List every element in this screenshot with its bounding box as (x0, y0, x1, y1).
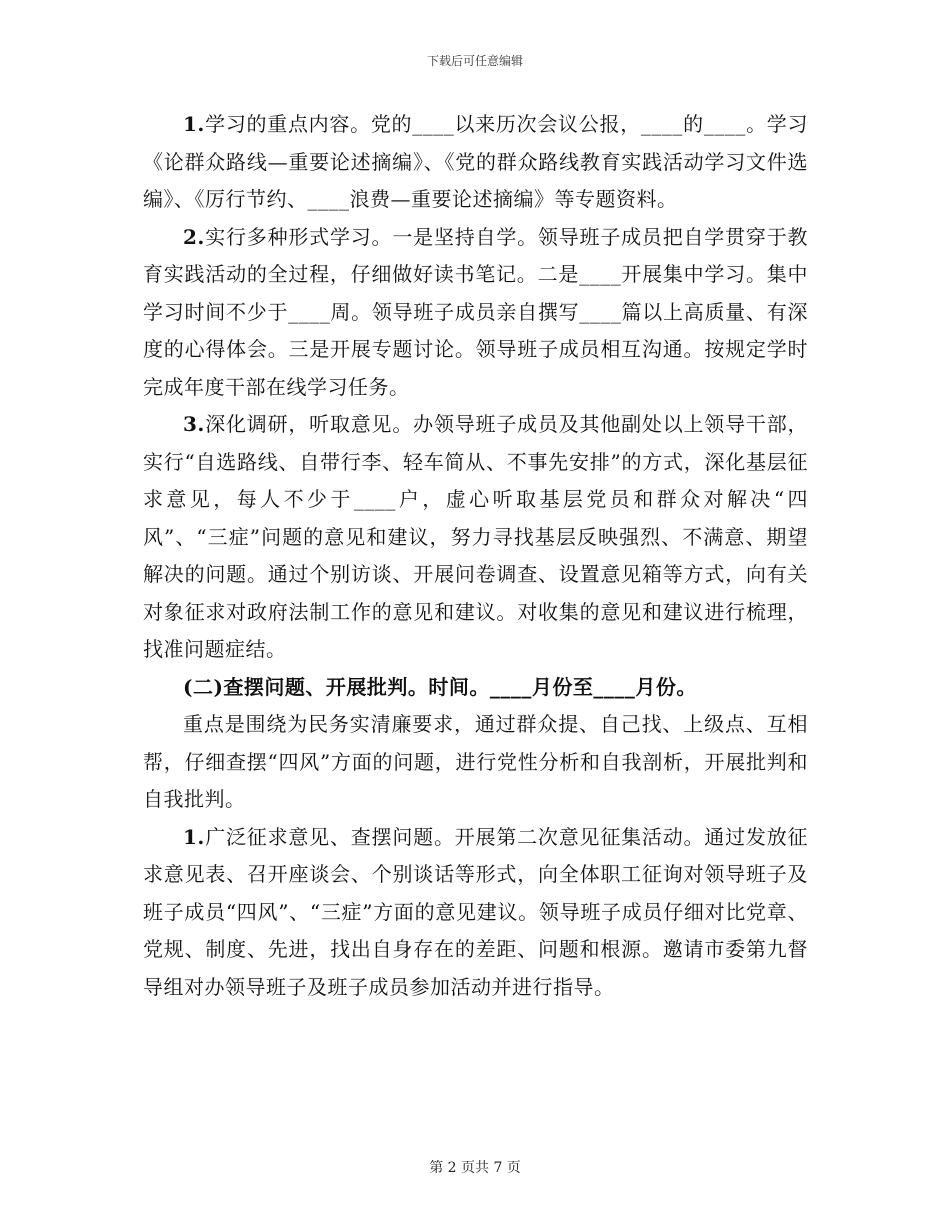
paragraph-text: 实行多种形式学习。一是坚持自学。领导班子成员把自学贯穿于教育实践活动的全过程，仔细做好读书笔记。二是____开展集中学习。集中学习时间不少于____周。领导班子成员亲自撰写____篇以上高质量、有深度的心得体会。三是开展专题讨论。领导班子成员相互沟通。按规定学时完成年度干部在线学习任务。 (143, 224, 808, 399)
paragraph-text: 学习的重点内容。党的____以来历次会议公报，____的____。学习《论群众路线—重要论述摘编》、《党的群众路线教育实践活动学习文件选编》、《厉行节约、____浪费—重要论述摘编》等专题资料。 (143, 112, 808, 211)
paragraph-text: 广泛征求意见、查摆问题。开展第二次意见征集活动。通过发放征求意见表、召开座谈会、个别谈话等形式，向全体职工征询对领导班子及班子成员“四风”、“三症”方面的意见建议。领导班子成员仔细对比党章、党规、制度、先进，找出自身存在的差距、问题和根源。邀请市委第九督导组对办领导班子及班子成员参加活动并进行指导。 (143, 824, 808, 999)
paragraph-text: 深化调研，听取意见。办领导班子成员及其他副处以上领导干部，实行“自选路线、自带行李、轻车简从、不事先安排”的方式，深化基层征求意见，每人不少于____户，虚心听取基层党员和群众对解决“四风”、“三症”问题的意见和建议，努力寻找基层反映强烈、不满意、期望解决的问题。通过个别访谈、开展问卷调查、设置意见箱等方式，向有关对象征求对政府法制工作的意见和建议。对收集的意见和建议进行梳理，找准问题症结。 (143, 412, 808, 661)
document-body (143, 106, 808, 1006)
paragraph-solicit-opinions (143, 819, 808, 1007)
item-number: 3. (183, 412, 205, 436)
paragraph-study-forms (143, 219, 808, 407)
page-footer: 第 2 页共 7 页 (429, 1160, 521, 1176)
section-heading: (二)查摆问题、开展批判。时间。____月份至____月份。 (183, 674, 697, 699)
page-header: 下载后可任意编辑 (426, 54, 523, 68)
item-number: 2. (183, 224, 205, 249)
paragraph-study-content (143, 106, 808, 219)
item-number: 1. (183, 112, 205, 136)
paragraph-research (143, 406, 808, 669)
item-number: 1. (183, 824, 205, 849)
paragraph-focus: 重点是围绕为民务实清廉要求，通过群众提、自己找、上级点、互相帮，仔细查摆“四风”方面的问题，进行党性分析和自我剖析，开展批判和自我批判。 (143, 712, 808, 811)
